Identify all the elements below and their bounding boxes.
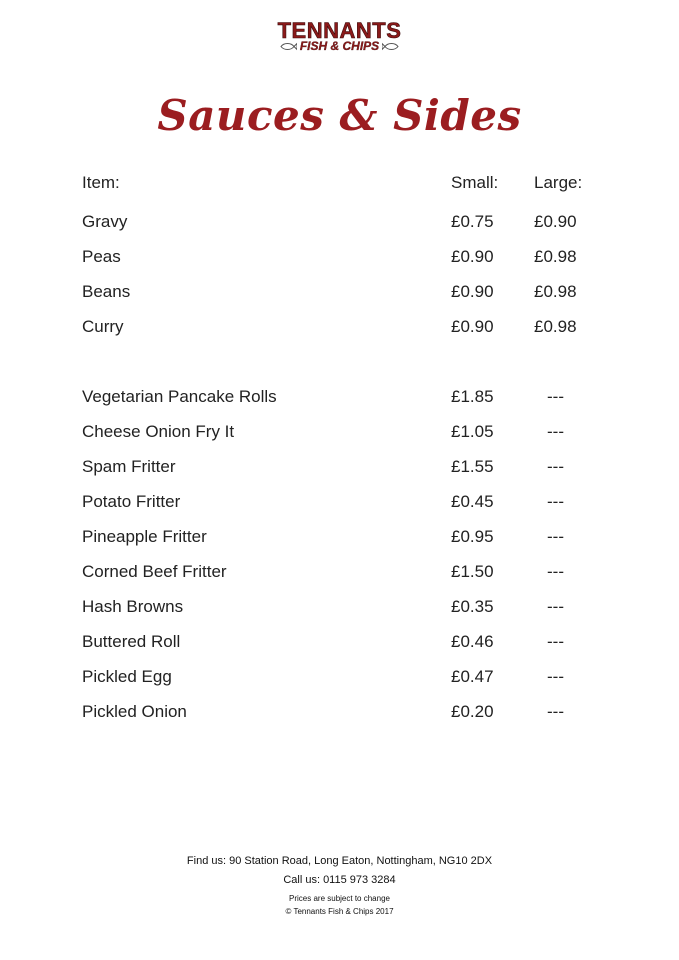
- logo-sub-text: FISH & CHIPS: [299, 39, 380, 53]
- row-small-price: £0.45: [451, 492, 494, 511]
- row-item-name: Vegetarian Pancake Rolls: [82, 387, 277, 406]
- row-large-price: ---: [547, 387, 564, 406]
- row-item-name: Pickled Egg: [82, 667, 172, 686]
- row-item-name: Buttered Roll: [82, 632, 181, 651]
- row-large-price: £0.98: [534, 247, 577, 266]
- row-small-price: £1.05: [451, 422, 494, 441]
- row-large-price: ---: [547, 422, 564, 441]
- row-item-name: Potato Fritter: [82, 492, 181, 511]
- table-row: [82, 208, 602, 236]
- header-small: Small:: [451, 173, 499, 192]
- row-item-name: Pineapple Fritter: [82, 527, 207, 546]
- table-row: [82, 628, 602, 656]
- row-item-name: Gravy: [82, 212, 128, 231]
- header-item: Item:: [82, 173, 120, 192]
- table-row: [82, 698, 602, 726]
- table-row: [82, 523, 602, 551]
- table-row: [82, 593, 602, 621]
- table-row: [82, 488, 602, 516]
- fish-icon: [382, 42, 400, 51]
- row-large-price: ---: [547, 667, 564, 686]
- row-small-price: £1.50: [451, 562, 494, 581]
- footer-notice: Prices are subject to change: [289, 894, 390, 903]
- table-row: [82, 453, 602, 481]
- row-small-price: £0.46: [451, 632, 494, 651]
- row-large-price: ---: [547, 562, 564, 581]
- row-small-price: £0.75: [451, 212, 494, 231]
- row-small-price: £0.90: [451, 317, 494, 336]
- row-item-name: Cheese Onion Fry It: [82, 422, 235, 441]
- table-row: [82, 243, 602, 271]
- row-small-price: £0.90: [451, 247, 494, 266]
- row-small-price: £0.95: [451, 527, 494, 546]
- table-row: [82, 383, 602, 411]
- table-row: [82, 313, 602, 341]
- header-large: Large:: [534, 173, 583, 192]
- row-small-price: £0.47: [451, 667, 494, 686]
- row-large-price: ---: [547, 457, 564, 476]
- table-header: [82, 169, 602, 197]
- row-item-name: Spam Fritter: [82, 457, 176, 476]
- row-large-price: £0.90: [534, 212, 577, 231]
- row-item-name: Hash Browns: [82, 597, 184, 616]
- logo: [0, 20, 679, 53]
- footer-copyright: © Tennants Fish & Chips 2017: [285, 907, 394, 916]
- fish-icon: [279, 42, 297, 51]
- row-item-name: Pickled Onion: [82, 702, 187, 721]
- row-large-price: £0.98: [534, 282, 577, 301]
- footer-phone: Call us: 0115 973 3284: [283, 874, 396, 886]
- table-row: [82, 558, 602, 586]
- row-item-name: Curry: [82, 317, 124, 336]
- row-large-price: ---: [547, 632, 564, 651]
- logo-sub-row: [0, 40, 679, 53]
- row-item-name: Corned Beef Fritter: [82, 562, 227, 581]
- footer-address: Find us: 90 Station Road, Long Eaton, Nottingham, NG10 2DX: [186, 855, 493, 867]
- logo-main-text: TENNANTS: [277, 18, 402, 43]
- table-row: [82, 418, 602, 446]
- row-small-price: £1.55: [451, 457, 494, 476]
- table-row: [82, 278, 602, 306]
- page-title: Sauces & Sides: [157, 91, 522, 140]
- row-large-price: ---: [547, 492, 564, 511]
- row-large-price: ---: [547, 527, 564, 546]
- row-small-price: £0.35: [451, 597, 494, 616]
- row-item-name: Beans: [82, 282, 131, 301]
- row-large-price: ---: [547, 702, 564, 721]
- row-large-price: ---: [547, 597, 564, 616]
- row-small-price: £0.90: [451, 282, 494, 301]
- row-large-price: £0.98: [534, 317, 577, 336]
- row-small-price: £1.85: [451, 387, 494, 406]
- row-small-price: £0.20: [451, 702, 494, 721]
- table-row: [82, 663, 602, 691]
- row-item-name: Peas: [82, 247, 121, 266]
